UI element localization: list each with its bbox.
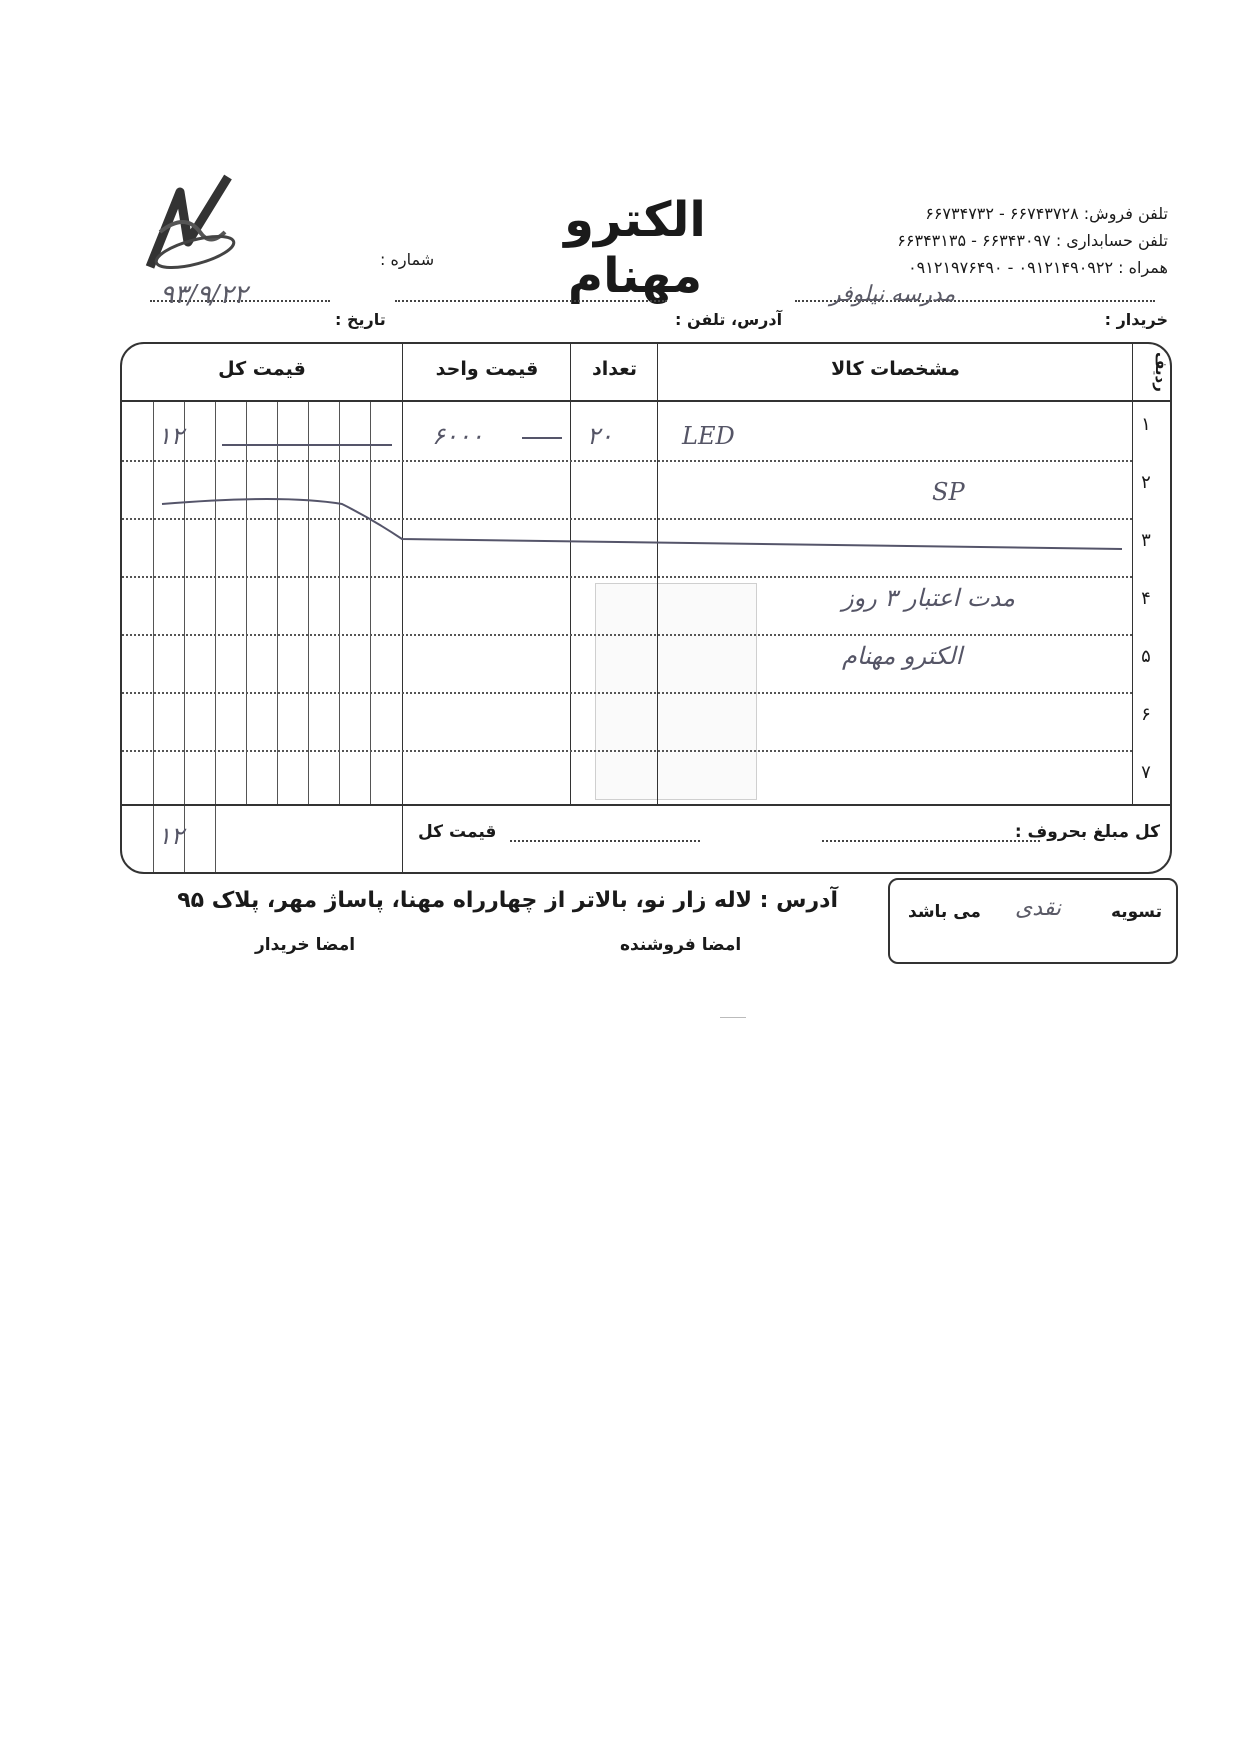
buyer-label: خریدار : — [1104, 310, 1168, 329]
invoice-table — [120, 342, 1172, 874]
row-number: ۶ — [1141, 704, 1151, 725]
header-row-number: ردیف — [1152, 352, 1170, 392]
mobile-label: همراه : — [1118, 258, 1168, 277]
sales-phone-line — [768, 200, 1168, 227]
item-total-price: ۱۲ — [158, 422, 184, 450]
item-unit-price: ۶۰۰۰ — [432, 422, 484, 450]
address-dotted-line — [395, 300, 667, 302]
settlement-box — [888, 878, 1178, 964]
number-label: شماره : — [380, 250, 435, 269]
buyer-signature-label: امضا خریدار — [255, 935, 356, 955]
phone-block — [768, 200, 1168, 281]
strike-lines — [122, 344, 1172, 874]
grand-total-dotted-line — [510, 840, 700, 842]
amount-in-words-label: کل مبلغ بحروف : — [1014, 822, 1160, 842]
note-row2: SP — [932, 478, 965, 506]
accounting-phone-line — [768, 227, 1168, 254]
scan-mark — [720, 1017, 746, 1018]
row-number: ۴ — [1141, 588, 1151, 609]
seller-signature-label: امضا فروشنده — [620, 935, 742, 955]
grand-total-value: ۱۲ — [158, 822, 184, 850]
item-description: LED — [682, 422, 735, 450]
note-row4: مدت اعتبار ۳ روز — [842, 584, 1015, 612]
settlement-label: تسویه — [1110, 902, 1162, 922]
row-number: ۱ — [1141, 414, 1151, 435]
item-qty: ۲۰ — [587, 422, 613, 450]
settlement-suffix: می باشد — [908, 902, 981, 922]
brand-title: الکترو مهنام — [564, 192, 706, 304]
grand-total-label: قیمت کل — [418, 822, 497, 842]
company-logo — [140, 172, 240, 282]
shop-address: آدرس : لاله زار نو، بالاتر از چهارراه مهنا، پاساژ مهر، پلاک ۹۵ — [177, 888, 838, 913]
buyer-value: مدرسه نیلوفر — [830, 282, 956, 307]
amount-in-words-dotted-line — [822, 840, 1040, 842]
mobile-phone: ۰۹۱۲۱۹۷۶۴۹۰ - ۰۹۱۲۱۴۹۰۹۲۲ — [908, 258, 1114, 277]
date-value: ۹۳/۹/۲۲ — [160, 280, 248, 310]
accounting-phone: ۶۶۳۴۳۱۳۵ - ۶۶۳۴۳۰۹۷ — [897, 231, 1051, 250]
note-row5: الکترو مهنام — [842, 642, 963, 670]
row-number: ۲ — [1141, 472, 1151, 493]
accounting-phone-label: تلفن حسابداری : — [1055, 231, 1168, 250]
row-number: ۷ — [1141, 762, 1151, 783]
header-unit-price: قیمت واحد — [435, 358, 539, 380]
address-phone-label: آدرس، تلفن : — [675, 310, 783, 329]
settlement-value: نقدی — [1014, 896, 1061, 921]
date-label: تاریخ : — [335, 310, 386, 329]
mobile-line — [768, 254, 1168, 281]
row-number: ۳ — [1141, 530, 1151, 551]
sales-phone: ۶۶۷۳۴۷۳۲ - ۶۶۷۴۳۷۲۸ — [925, 204, 1079, 223]
header-description: مشخصات کالا — [831, 358, 960, 380]
header-qty: تعداد — [591, 358, 638, 380]
row-number: ۵ — [1141, 646, 1151, 667]
header-total-price: قیمت کل — [218, 358, 306, 380]
sales-phone-label: تلفن فروش: — [1083, 204, 1168, 223]
